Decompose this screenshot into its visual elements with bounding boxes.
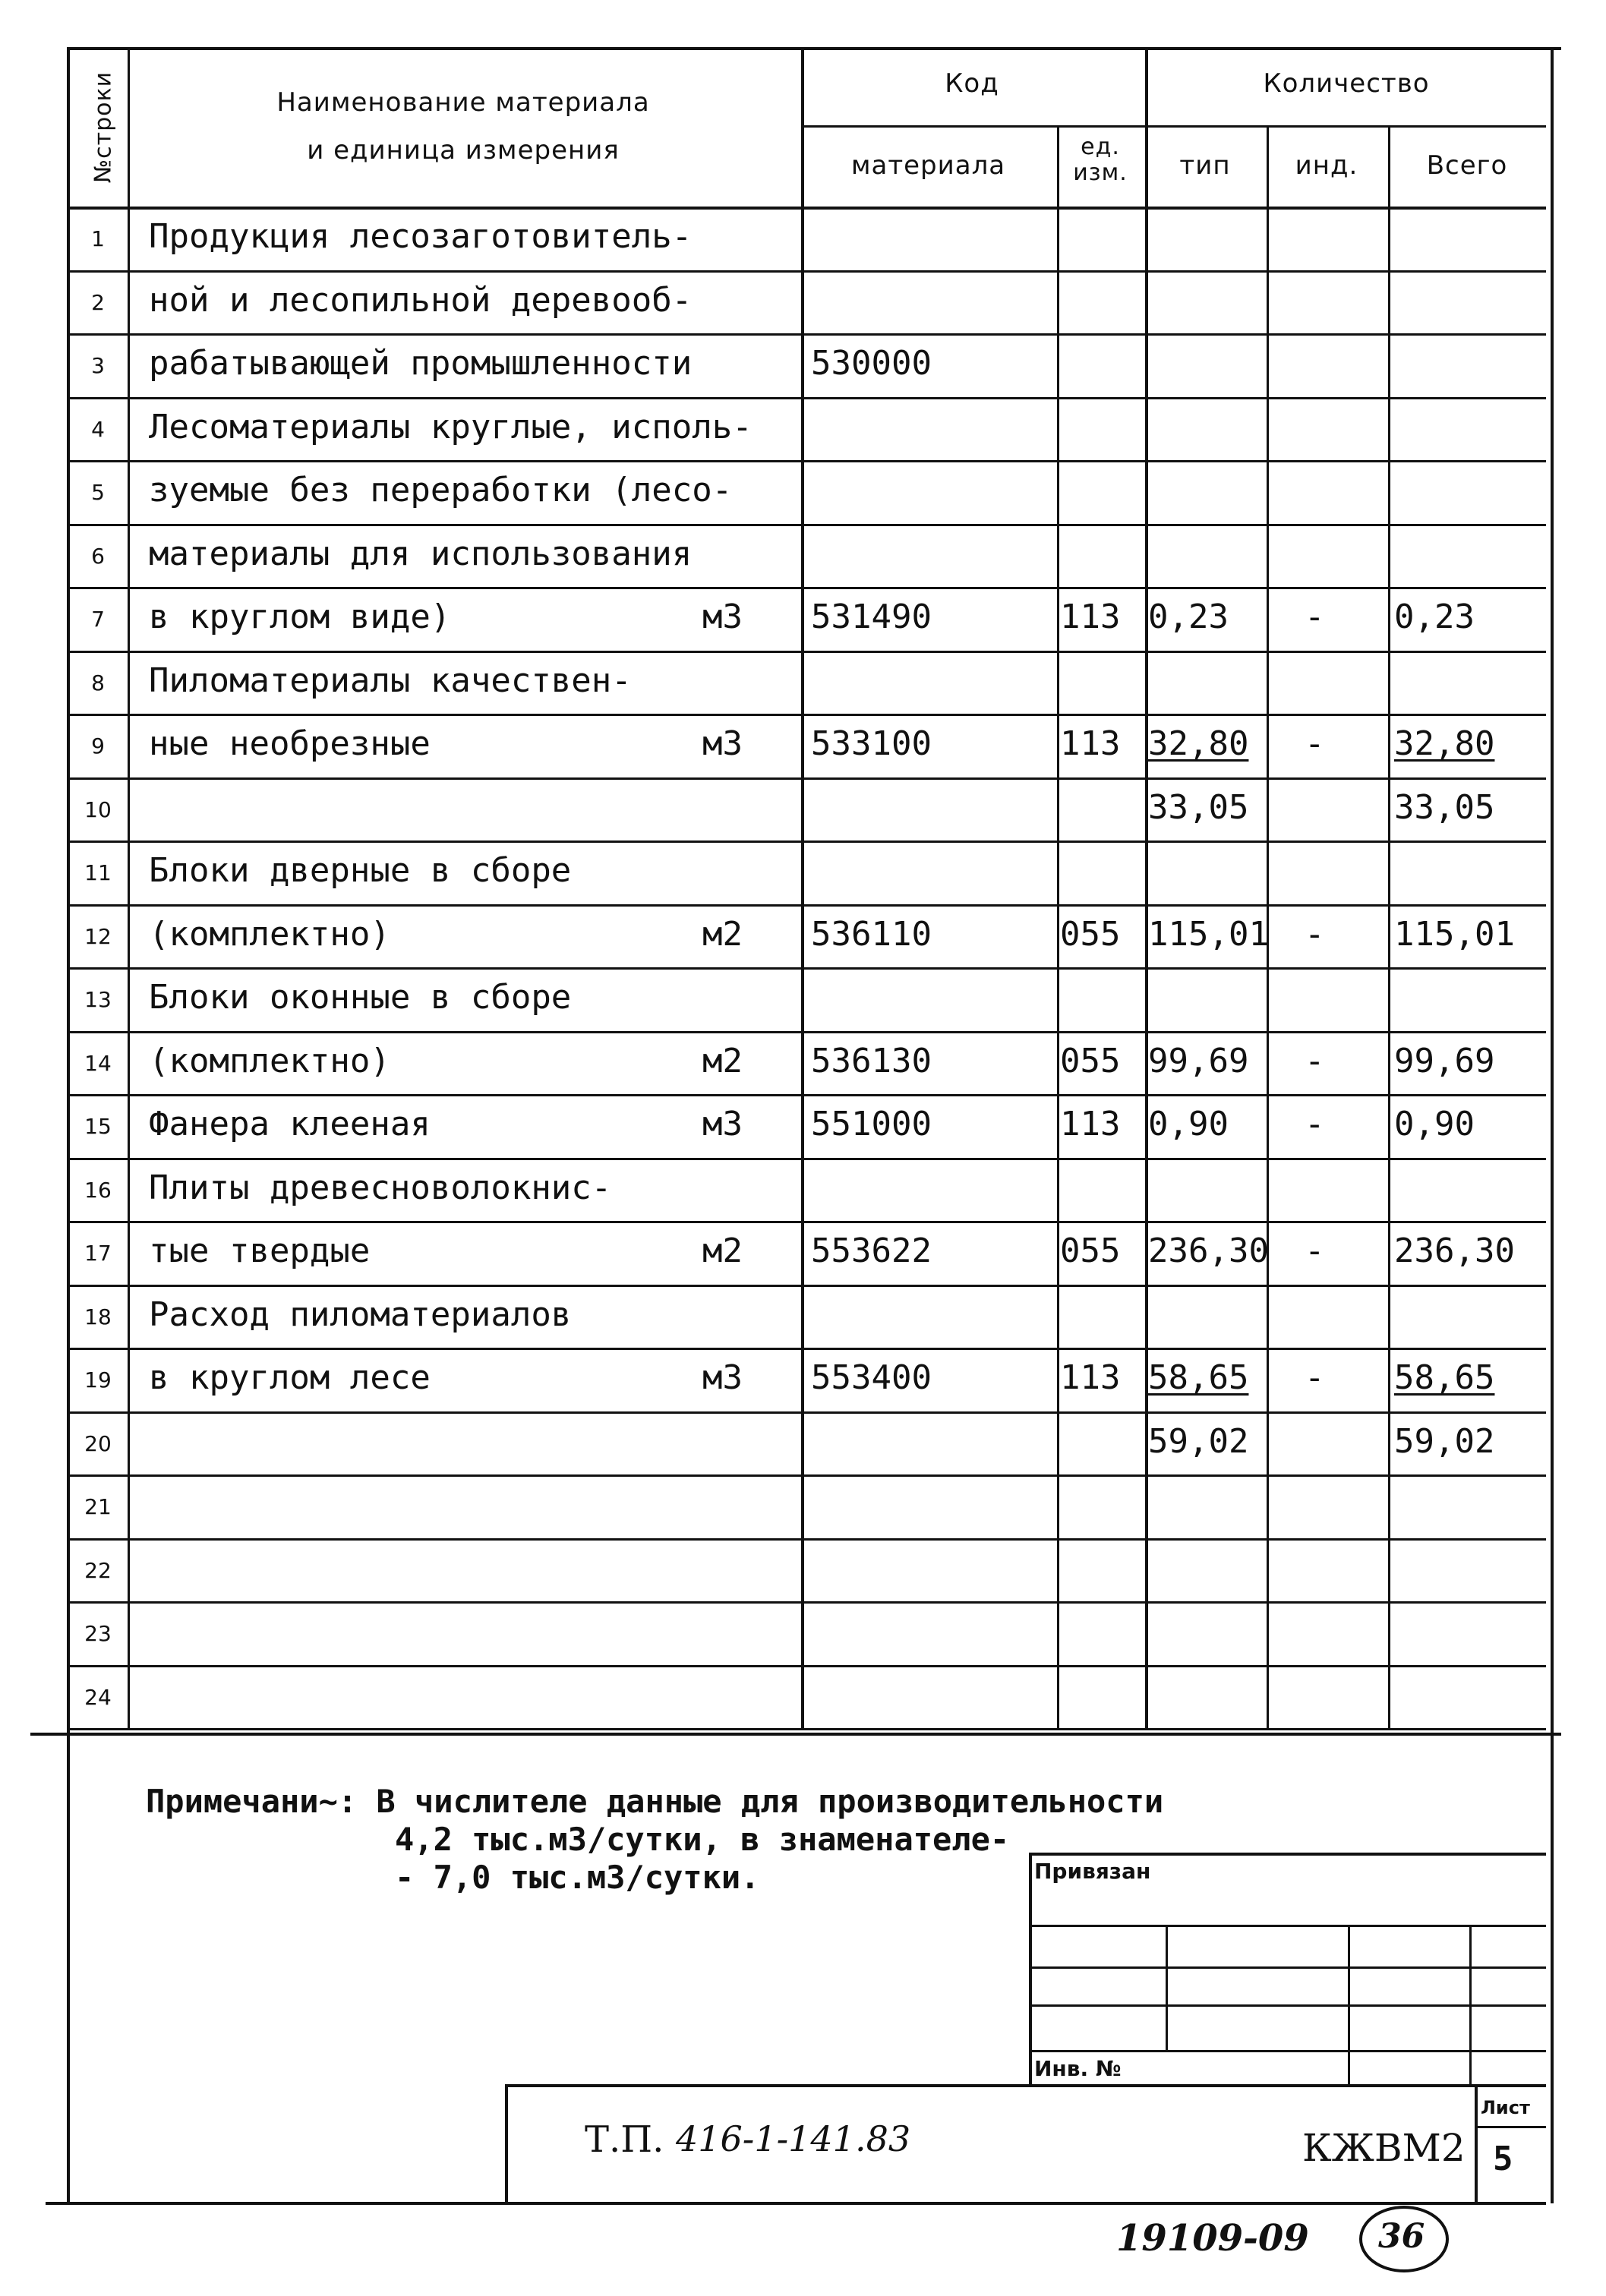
material-code: 553622 xyxy=(811,1232,932,1270)
quantity-type: 58,65 xyxy=(1148,1358,1249,1397)
grid-line xyxy=(68,47,1561,50)
row-number: 5 xyxy=(91,480,105,505)
type-header: тип xyxy=(1179,150,1231,181)
grid-line xyxy=(68,904,1546,907)
quantity-ind: - xyxy=(1305,1358,1325,1397)
material-code: 536110 xyxy=(811,915,932,954)
grid-line xyxy=(68,1348,1546,1350)
grid-line xyxy=(68,651,1546,653)
quantity-total: 99,69 xyxy=(1394,1042,1495,1080)
row-number: 16 xyxy=(84,1178,112,1203)
unit-code: 113 xyxy=(1060,724,1121,763)
grid-line xyxy=(801,125,1546,128)
row-number: 17 xyxy=(84,1241,112,1266)
unit-code: 113 xyxy=(1060,1358,1121,1397)
material-name: Блоки оконные в сборе xyxy=(149,978,572,1017)
grid-line xyxy=(68,270,1546,273)
material-name: материалы для использования xyxy=(149,535,693,573)
material-name: рабатывающей промышленности xyxy=(149,344,693,383)
grid-line xyxy=(68,333,1546,336)
row-number: 18 xyxy=(84,1304,112,1329)
row-number: 23 xyxy=(84,1621,112,1646)
material-name: зуемые без переработки (лесо- xyxy=(149,471,733,509)
grid-line xyxy=(68,1285,1546,1287)
row-number: 2 xyxy=(91,290,105,315)
order-number: 19109-09 xyxy=(1116,2217,1309,2260)
grid-line xyxy=(30,1733,1561,1736)
grid-line xyxy=(68,840,1546,843)
material-name: Расход пиломатериалов xyxy=(149,1295,572,1334)
quantity-total: 115,01 xyxy=(1394,915,1515,954)
ind-header: инд. xyxy=(1295,150,1358,181)
quantity-type: 115,01 xyxy=(1148,915,1269,954)
stamp-line xyxy=(505,2084,1546,2087)
grid-line xyxy=(68,587,1546,589)
material-name: (комплектно) xyxy=(149,1042,390,1080)
row-number: 3 xyxy=(91,353,105,378)
sheet-label: Лист xyxy=(1481,2097,1530,2118)
unit-of-measure: м2 xyxy=(702,915,743,954)
grid-line xyxy=(68,524,1546,526)
quantity-type: 236,30 xyxy=(1148,1232,1269,1270)
stamp-line xyxy=(46,2202,1546,2205)
grid-line xyxy=(128,47,130,1728)
note-line3: - 7,0 тыс.м3/сутки. xyxy=(395,1859,760,1896)
stamp-line xyxy=(1475,2084,1478,2202)
material-code: 533100 xyxy=(811,724,932,763)
name-header-line2: и единица измерения xyxy=(307,135,620,166)
unit-code: 113 xyxy=(1060,598,1121,636)
grid-line xyxy=(68,460,1546,462)
row-number: 20 xyxy=(84,1431,112,1456)
name-header-line1: Наименование материала xyxy=(276,87,650,118)
quantity-total: 59,02 xyxy=(1394,1422,1495,1461)
grid-line xyxy=(68,1411,1546,1414)
row-number: 9 xyxy=(91,733,105,758)
unit-of-measure: м3 xyxy=(702,724,743,763)
quantity-ind: - xyxy=(1305,1042,1325,1080)
unit-code: 055 xyxy=(1060,915,1121,954)
material-name: Блоки дверные в сборе xyxy=(149,851,572,890)
material-name: Лесоматериалы круглые, исполь- xyxy=(149,408,753,446)
grid-line xyxy=(68,1158,1546,1160)
row-number: 12 xyxy=(84,924,112,949)
quantity-ind: - xyxy=(1305,1105,1325,1143)
material-name: Пиломатериалы качествен- xyxy=(149,661,632,700)
page-number: 36 xyxy=(1378,2217,1425,2256)
material-name: тые твердые xyxy=(149,1232,371,1270)
grid-line xyxy=(1145,47,1148,1728)
stamp-line xyxy=(1166,1925,1168,2050)
stamp-line xyxy=(1029,2004,1546,2007)
material-code: 530000 xyxy=(811,344,932,383)
grid-line xyxy=(68,967,1546,970)
grid-line xyxy=(68,1538,1546,1541)
sheet-number: 5 xyxy=(1493,2140,1513,2178)
grid-line xyxy=(801,47,804,1728)
quantity-ind: - xyxy=(1305,1232,1325,1270)
row-number: 10 xyxy=(84,797,112,822)
unit-code: 055 xyxy=(1060,1232,1121,1270)
total-header: Всего xyxy=(1426,150,1508,181)
grid-line xyxy=(1388,125,1390,1728)
stamp-line xyxy=(1348,1925,1350,2084)
grid-line xyxy=(68,1665,1546,1667)
stamp-line xyxy=(1029,1853,1546,1856)
quantity-total: 0,23 xyxy=(1394,598,1475,636)
row-number: 24 xyxy=(84,1685,112,1710)
row-number: 19 xyxy=(84,1367,112,1392)
material-code: 551000 xyxy=(811,1105,932,1143)
unit-of-measure: м2 xyxy=(702,1232,743,1270)
material-name: Продукция лесозаготовитель- xyxy=(149,217,693,256)
note-line2: 4,2 тыс.м3/сутки, в знаменателе- xyxy=(395,1821,1010,1858)
quantity-ind: - xyxy=(1305,724,1325,763)
quantity-type: 33,05 xyxy=(1148,788,1249,827)
material-name: в круглом лесе xyxy=(149,1358,431,1397)
stamp-line xyxy=(1029,1966,1546,1969)
grid-line xyxy=(68,1474,1546,1477)
grid-line xyxy=(68,207,1546,210)
unit-code: 055 xyxy=(1060,1042,1121,1080)
row-number: 1 xyxy=(91,226,105,251)
unit-of-measure: м3 xyxy=(702,1358,743,1397)
quantity-total: 58,65 xyxy=(1394,1358,1495,1397)
drawing-code: КЖВМ2 xyxy=(1302,2126,1466,2170)
grid-line xyxy=(68,1031,1546,1033)
material-header: материала xyxy=(850,150,1006,181)
material-name: Плиты древесноволокнис- xyxy=(149,1168,612,1207)
grid-line xyxy=(68,1601,1546,1604)
material-code: 536130 xyxy=(811,1042,932,1080)
code-header: Код xyxy=(945,68,999,99)
unit-of-measure: м2 xyxy=(702,1042,743,1080)
quantity-type: 0,23 xyxy=(1148,598,1229,636)
grid-line xyxy=(68,714,1546,716)
material-name: ные необрезные xyxy=(149,724,431,763)
row-number: 14 xyxy=(84,1051,112,1076)
row-number: 4 xyxy=(91,417,105,442)
row-number: 15 xyxy=(84,1114,112,1139)
quantity-ind: - xyxy=(1305,915,1325,954)
stamp-line xyxy=(1029,1925,1546,1927)
unit-header-line1: ед. xyxy=(1081,134,1120,160)
material-name: Фанера клееная xyxy=(149,1105,431,1143)
row-number: 11 xyxy=(84,860,112,885)
material-name: ной и лесопильной деревооб- xyxy=(149,281,693,320)
stamp-line xyxy=(1469,1925,1472,2084)
grid-line xyxy=(1057,125,1059,1728)
quantity-total: 32,80 xyxy=(1394,724,1495,763)
grid-line xyxy=(68,1094,1546,1096)
row-number: 13 xyxy=(84,987,112,1012)
inv-no-label: Инв. № xyxy=(1034,2056,1122,2081)
row-number: 21 xyxy=(84,1494,112,1519)
row-number: 22 xyxy=(84,1558,112,1583)
stamp-line xyxy=(1029,1853,1032,2084)
note-line1: Примечани~: В числителе данные для производительности xyxy=(146,1783,1164,1820)
row-number-header: №строки xyxy=(90,71,117,184)
quantity-header: Количество xyxy=(1263,68,1430,99)
quantity-type: 99,69 xyxy=(1148,1042,1249,1080)
unit-of-measure: м3 xyxy=(702,598,743,636)
quantity-type: 32,80 xyxy=(1148,724,1249,763)
unit-code: 113 xyxy=(1060,1105,1121,1143)
row-number: 7 xyxy=(91,607,105,632)
tp-label: Т.П. xyxy=(585,2118,664,2161)
tp-number: 416-1-141.83 xyxy=(676,2118,911,2159)
stamp-line xyxy=(505,2084,508,2202)
quantity-type: 0,90 xyxy=(1148,1105,1229,1143)
stamp-line xyxy=(1029,2050,1546,2052)
material-name: в круглом виде) xyxy=(149,598,451,636)
stamp-line xyxy=(1475,2126,1546,2128)
material-code: 553400 xyxy=(811,1358,932,1397)
privyazan-label: Привязан xyxy=(1034,1859,1151,1884)
quantity-ind: - xyxy=(1305,598,1325,636)
unit-of-measure: м3 xyxy=(702,1105,743,1143)
quantity-total: 0,90 xyxy=(1394,1105,1475,1143)
quantity-type: 59,02 xyxy=(1148,1422,1249,1461)
row-number: 6 xyxy=(91,544,105,569)
grid-line xyxy=(68,397,1546,399)
unit-header-line2: изм. xyxy=(1073,159,1128,186)
material-code: 531490 xyxy=(811,598,932,636)
material-name: (комплектно) xyxy=(149,915,390,954)
quantity-total: 236,30 xyxy=(1394,1232,1515,1270)
quantity-total: 33,05 xyxy=(1394,788,1495,827)
grid-line xyxy=(68,1221,1546,1223)
row-number: 8 xyxy=(91,670,105,695)
grid-line xyxy=(68,777,1546,780)
grid-line xyxy=(68,1728,1546,1730)
